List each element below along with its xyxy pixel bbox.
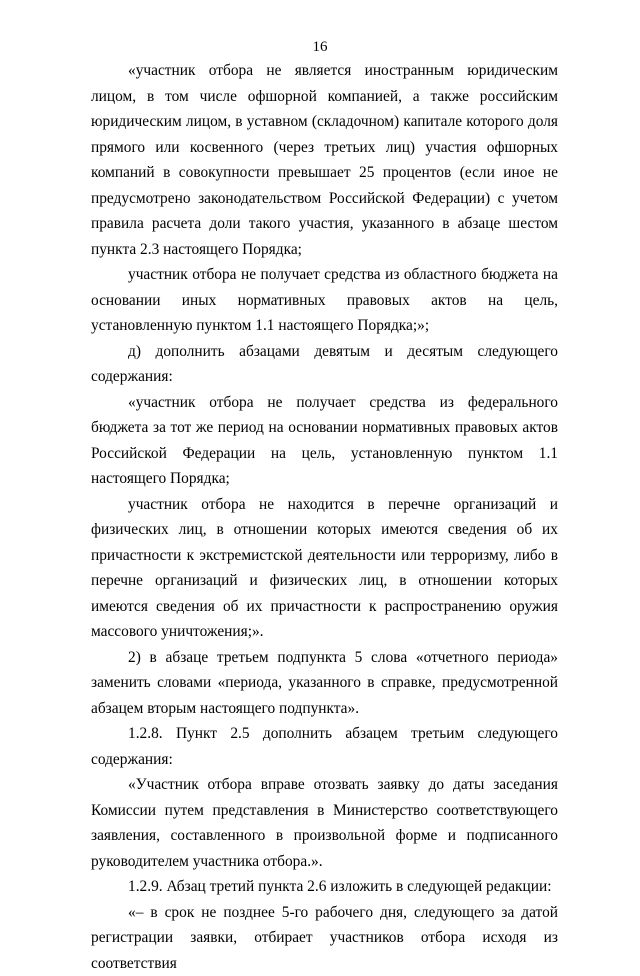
document-body <box>91 58 558 976</box>
paragraph: 2) в абзаце третьем подпункта 5 слова «отчетного периода» заменить словами «периода, указанного в справке, предусмотренной абзацем вторым настоящего подпункта». <box>91 645 558 722</box>
paragraph: 1.2.9. Абзац третий пункта 2.6 изложить в следующей редакции: <box>91 874 558 900</box>
paragraph: 1.2.8. Пункт 2.5 дополнить абзацем третьим следующего содержания: <box>91 721 558 772</box>
paragraph: «участник отбора не является иностранным юридическим лицом, в том числе офшорной компанией, а также российским юридическим лицом, в уставном (складочном) капитале которого доля прямого или косвенного (через третьих лиц) участия офшорных компаний в совокупности превышает 25 процентов (если иное не предусмотрено законодательством Российской Федерации) с учетом правила расчета доли такого участия, указанного в абзаце шестом пункта 2.3 настоящего Порядка; <box>91 58 558 262</box>
paragraph: участник отбора не получает средства из областного бюджета на основании иных нормативных правовых актов на цель, установленную пунктом 1.1 настоящего Порядка;»; <box>91 262 558 339</box>
paragraph: «– в срок не позднее 5-го рабочего дня, следующего за датой регистрации заявки, отбирает участников отбора исходя из соответствия <box>91 900 558 976</box>
page-number: 16 <box>0 38 640 56</box>
paragraph: «Участник отбора вправе отозвать заявку до даты заседания Комиссии путем представления в Министерство соответствующего заявления, составленного в произвольной форме и подписанного руководителем участника отбора.». <box>91 772 558 874</box>
paragraph: д) дополнить абзацами девятым и десятым следующего содержания: <box>91 339 558 390</box>
paragraph: «участник отбора не получает средства из федерального бюджета за тот же период на основании нормативных правовых актов Российской Федерации на цель, установленную пунктом 1.1 настоящего Порядка; <box>91 390 558 492</box>
paragraph: участник отбора не находится в перечне организаций и физических лиц, в отношении которых имеются сведения об их причастности к экстремистской деятельности или терроризму, либо в перечне организаций и физических лиц, в отношении которых имеются сведения об их причастности к распространению оружия массового уничтожения;». <box>91 492 558 645</box>
